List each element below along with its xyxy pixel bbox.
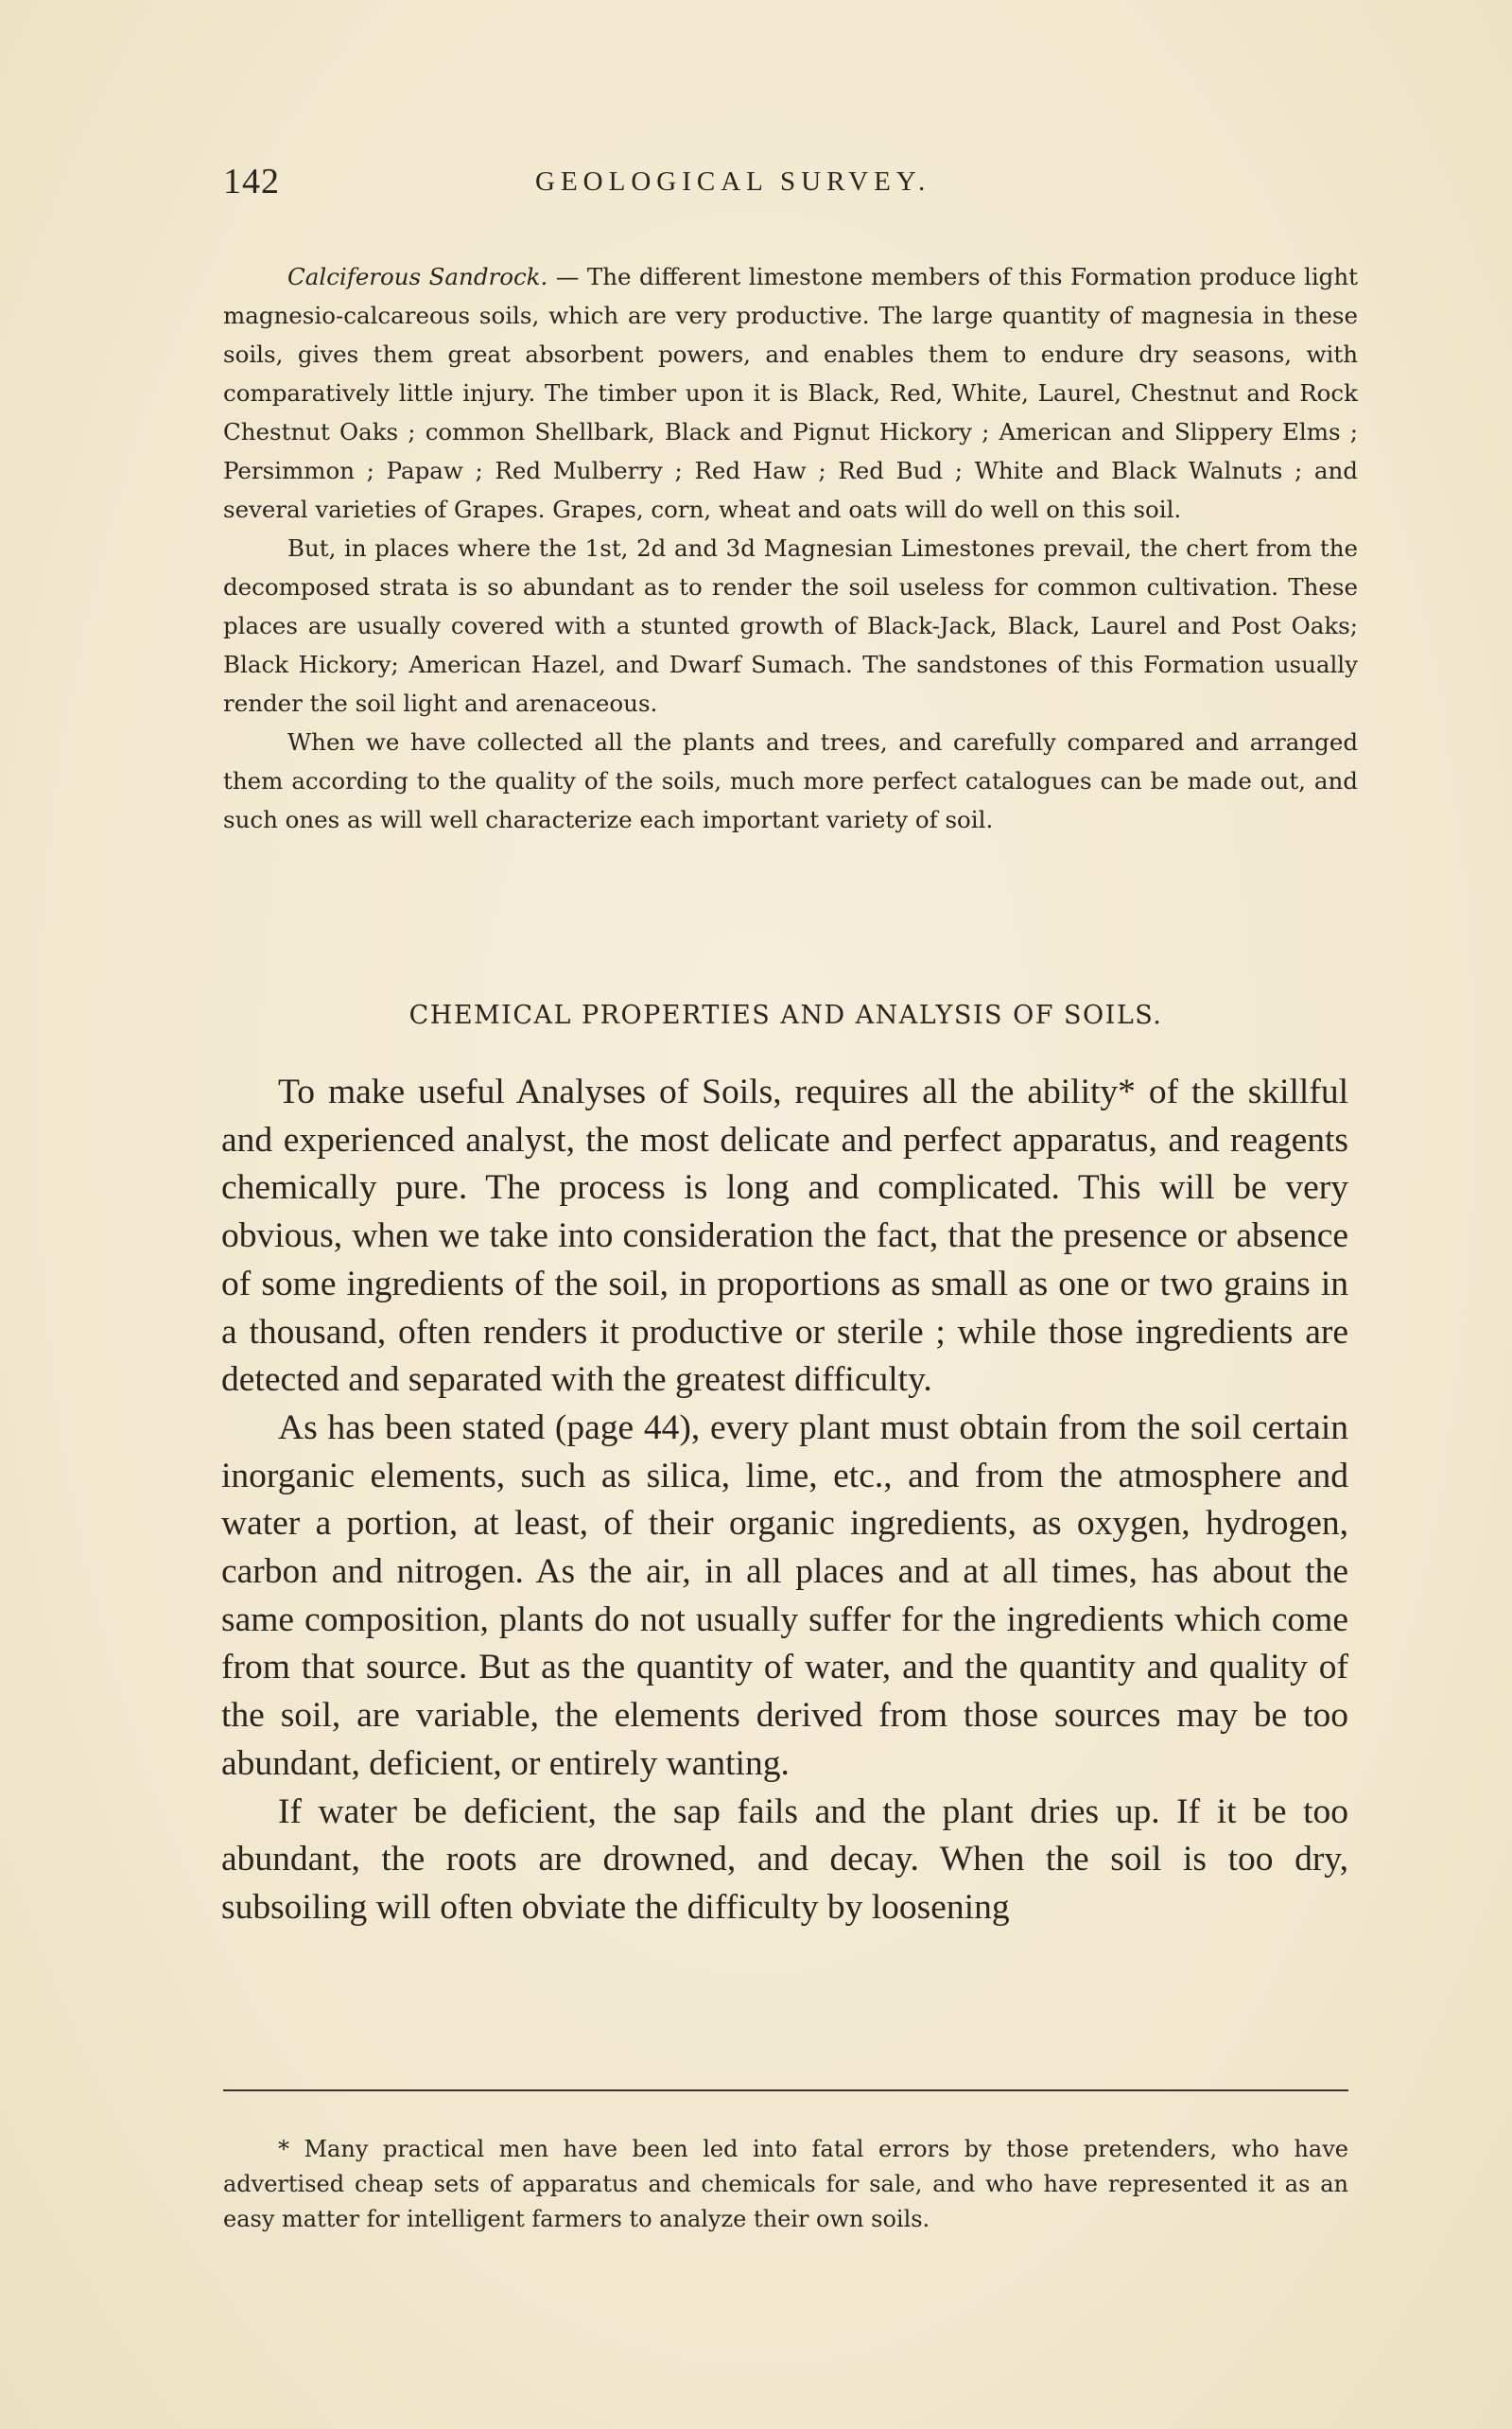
page-number: 142 <box>223 162 280 201</box>
chemical-analysis-block <box>221 1069 1348 1932</box>
calciferous-lead: Calciferous Sandrock. <box>287 263 548 290</box>
calciferous-text: — The different limestone members of this Formation produce light magnesio-calcareous soils, which are very productive. The large quantity of magnesia in these soils, gives them great absorbent powers, and enables them to endure dry seasons, with comparatively little injury. The timber upon it is Black, Red, White, Laurel, Chestnut and Rock Chestnut Oaks ; common Shellbark, Black and Pignut Hickory ; American and Slippery Elms ; Persimmon ; Papaw ; Red Mulberry ; Red Haw ; Red Bud ; White and Black Walnuts ; and several varieties of Grapes. Grapes, corn, wheat and oats will do well on this soil. <box>223 263 1358 523</box>
section-heading: CHEMICAL PROPERTIES AND ANALYSIS OF SOILS. <box>408 1001 1163 1030</box>
analysis-paragraph-2: As has been stated (page 44), every plant must obtain from the soil certain inorganic elements, such as silica, lime, etc., and from the atmosphere and water a portion, at least, of their organic ingredients, as oxygen, hydrogen, carbon and nitrogen. As the air, in all places and at all times, has about the same composition, plants do not usually suffer for the ingredients which come from that source. But as the quantity of water, and the quantity and quality of the soil, are variable, the elements derived from those sources may be too abundant, deficient, or entirely wanting. <box>221 1407 1348 1783</box>
footnote-divider <box>223 2089 1348 2091</box>
calciferous-paragraph <box>223 257 1358 529</box>
analysis-paragraph-3: If water be deficient, the sap fails and the plant dries up. If it be too abundant, the roots are drowned, and decay. When the soil is too dry, subsoiling will often obviate the difficulty by loosening <box>221 1791 1348 1927</box>
footnote-text: * Many practical men have been led into fatal errors by those pretenders, who have advertised cheap sets of apparatus and chemicals for sale, and who have represented it as an easy matter for intelligent farmers to analyze their own soils. <box>223 2136 1348 2232</box>
magnesian-paragraph: But, in places where the 1st, 2d and 3d Magnesian Limestones prevail, the chert from the decomposed strata is so abundant as to render the soil useless for common cultivation. These places are usually covered with a stunted growth of Black-Jack, Black, Laurel and Post Oaks; Black Hickory; American Hazel, and Dwarf Sumach. The sandstones of this Formation usually render the soil light and arenaceous. <box>223 534 1358 717</box>
running-head: GEOLOGICAL SURVEY. <box>535 166 931 197</box>
analysis-paragraph-1: To make useful Analyses of Soils, requires all the ability* of the skillful and experienced analyst, the most delicate and perfect apparatus, and reagents chemically pure. The process is long and complicated. This will be very obvious, when we take into consideration the fact, that the presence or absence of some ingredients of the soil, in proportions as small as one or two grains in a thousand, often renders it productive or sterile ; while those ingredients are detected and separated with the greatest difficulty. <box>221 1073 1348 1400</box>
page-header <box>223 161 1348 208</box>
soil-description-block <box>223 257 1358 839</box>
footnote-block <box>223 2132 1348 2237</box>
catalogue-paragraph: When we have collected all the plants and trees, and carefully compared and arranged them according to the quality of the soils, much more perfect catalogues can be made out, and such ones as will well characterize each important variety of soil. <box>223 728 1358 833</box>
